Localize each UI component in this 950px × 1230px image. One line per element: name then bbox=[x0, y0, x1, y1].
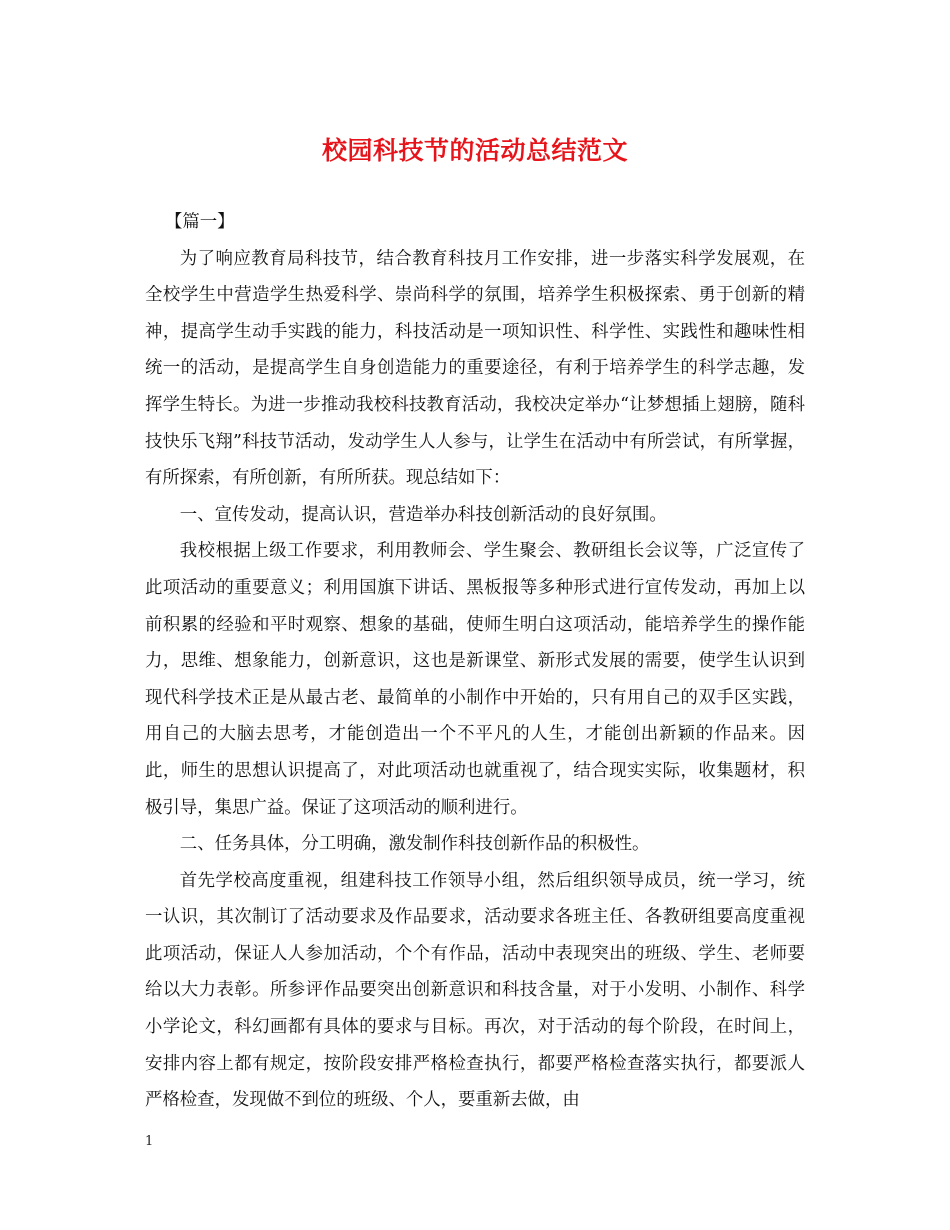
paragraph-intro: 为了响应教育局科技节，结合教育科技月工作安排，进一步落实科学发展观，在全校学生中营造学生热爱科学、崇尚科学的氛围，培养学生积极探索、勇于创新的精神，提高学生动手实践的能力，科技活动是一项知识性、科学性、实践性和趣味性相统一的活动，是提高学生自身创造能力的重要途径，有利于培养学生的科学志趣，发挥学生特长。为进一步推动我校科技教育活动，我校决定举办“让梦想插上翅膀，随科技快乐飞翔”科技节活动，发动学生人人参与，让学生在活动中有所尝试，有所掌握，有所探索，有所创新，有所所获。现总结如下： bbox=[145, 248, 805, 489]
document-body bbox=[145, 204, 805, 1119]
paragraph-section-two: 首先学校高度重视，组建科技工作领导小组，然后组织领导成员，统一学习，统一认识，其次制订了活动要求及作品要求，活动要求各班主任、各教研组要高度重视此项活动，保证人人参加活动，个个有作品，活动中表现突出的班级、学生、老师要给以大力表彰。所参评作品要突出创新意识和科技含量，对于小发明、小制作、科学小学论文，科幻画都有具体的要求与目标。再次，对于活动的每个阶段，在时间上，安排内容上都有规定，按阶段安排严格检查执行，都要严格检查落实执行，都要派人严格检查，发现做不到位的班级、个人，要重新去做，由 bbox=[145, 870, 805, 1111]
heading-section-one: 一、宣传发动，提高认识，营造举办科技创新活动的良好氛围。 bbox=[179, 504, 667, 525]
document-title: 校园科技节的活动总结范文 bbox=[321, 136, 628, 165]
page-number: 1 bbox=[145, 1134, 154, 1149]
heading-section-two: 二、任务具体，分工明确，激发制作科技创新作品的积极性。 bbox=[179, 834, 650, 855]
paragraph-section-one: 我校根据上级工作要求，利用教师会、学生聚会、教研组长会议等，广泛宣传了此项活动的重要意义；利用国旗下讲话、黑板报等多种形式进行宣传发动，再加上以前积累的经验和平时观察、想象的基础，使师生明白这项活动，能培养学生的操作能力，思维、想象能力，创新意识，这也是新课堂、新形式发展的需要，使学生认识到现代科学技术正是从最古老、最简单的小制作中开始的，只有用自己的双手区实践，用自己的大脑去思考，才能创造出一个不平凡的人生，才能创出新颖的作品来。因此，师生的思想认识提高了，对此项活动也就重视了，结合现实实际，收集题材，积极引导，集思广益。保证了这项活动的顺利进行。 bbox=[145, 541, 805, 818]
section-tag: 【篇一】 bbox=[165, 212, 235, 232]
